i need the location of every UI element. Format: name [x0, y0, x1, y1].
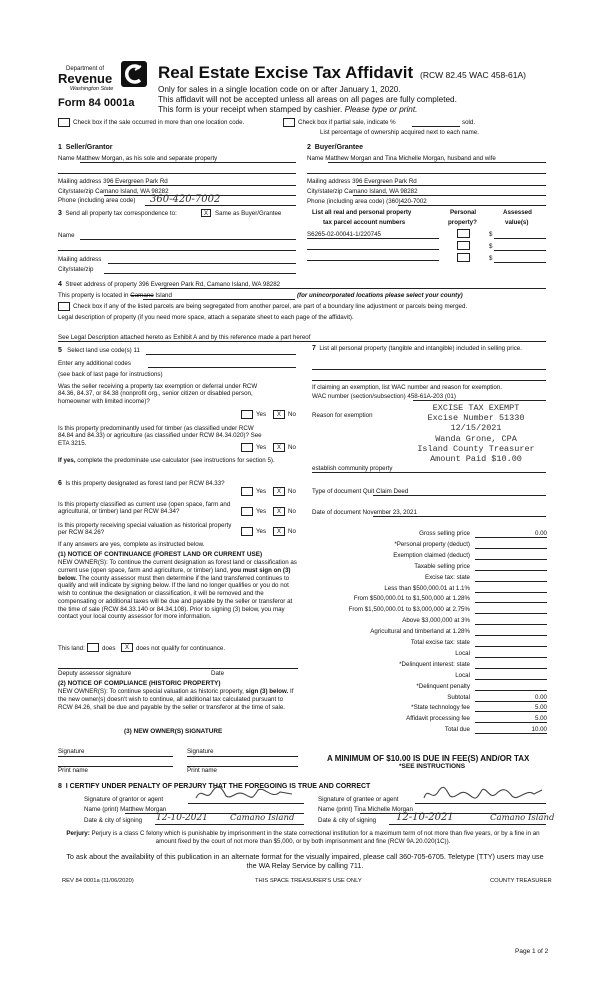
grantor-signature-label: Signature of grantor or agent: [84, 796, 164, 803]
seller-name-value[interactable]: Matthew Morgan, as his sole and separate property: [76, 155, 218, 162]
grantee-name-label: Name (print): [318, 806, 353, 813]
current-use-yes-checkbox[interactable]: [241, 507, 253, 516]
parcel-col1b: tax parcel account numbers: [323, 219, 406, 226]
parcel-2-value-line[interactable]: [494, 250, 546, 251]
calc-row-line: [475, 548, 547, 549]
buyer-mailing-label: Mailing address: [307, 178, 351, 185]
calc-row-label: Affidavit processing fee: [406, 715, 470, 723]
parcel-3-dollar: $: [489, 255, 493, 262]
buyer-heading-num: 2: [307, 144, 311, 151]
calc-row-label: Gross selling price: [419, 530, 470, 537]
exemption-no-checkbox[interactable]: X: [273, 410, 285, 419]
parcel-3-personal-checkbox[interactable]: [457, 253, 470, 262]
info-line2: This affidavit will not be accepted unless all areas on all pages are fully completed.: [158, 95, 457, 104]
treasurer-space-label: THIS SPACE TREASURER'S USE ONLY: [255, 878, 362, 884]
section4-num: 4: [58, 281, 62, 288]
calc-row-line: [475, 602, 547, 603]
grantee-signature-line[interactable]: [415, 803, 546, 804]
if-answers-note: If any answers are yes, complete as instructed below.: [58, 541, 205, 548]
form-title-ref: (RCW 82.45 WAC 458-61A): [420, 70, 526, 80]
section7-label: List all personal property (tangible and intangible) included in selling price.: [319, 345, 522, 352]
seller-mailing-value[interactable]: 396 Evergreen Park Rd: [103, 178, 168, 185]
stamp-line2: Excise Number 51330: [427, 413, 525, 424]
calc-row-label: Total due: [444, 726, 470, 734]
calc-row-line: [475, 570, 547, 571]
section7-num: 7: [312, 345, 316, 352]
calc-row-value[interactable]: 5.00: [534, 715, 547, 723]
new-owner-signature-label: Signature: [58, 748, 85, 755]
additional-codes-label: Enter any additional codes: [58, 360, 131, 367]
parcel-col3b: value(s): [505, 219, 529, 226]
grantor-signature-line[interactable]: [188, 803, 304, 804]
section5-num: 5: [58, 347, 62, 354]
additional-codes-line[interactable]: [148, 367, 296, 368]
notice3-title: (3) NEW OWNER(S) SIGNATURE: [124, 728, 223, 735]
parcel-col2: Personal: [450, 209, 477, 216]
buyer-city-value[interactable]: Camano Island, WA 98282: [344, 188, 418, 195]
calc-row-label: *Delinquent interest: state: [399, 660, 470, 668]
deputy-date-label: Date: [211, 670, 225, 677]
land-use-code[interactable]: 11: [133, 347, 140, 354]
historic-yes-label: Yes: [256, 528, 267, 535]
buyer-city-label: City/state/zip: [307, 188, 343, 195]
seller-heading-num: 1: [58, 144, 62, 151]
notice1-text-a: NEW OWNER(S): To continue the current designation as forest land or classification as current use (open space, farm and agriculture, or timber) land,: [58, 559, 297, 574]
stamp-line4: Wanda Grone, CPA: [435, 433, 517, 444]
historic-yes-checkbox[interactable]: [241, 527, 253, 536]
exemption-yes-checkbox[interactable]: [241, 410, 253, 419]
perjury-text: Perjury is a class C felony which is punishable by imprisonment in the state correctional institution for a maximum term of not more than five years, or by a fine in an amount fixed by the court of not more than $5,000, or by both imprisonment and fine (RCW 9A.20.020(1C)).: [91, 830, 540, 846]
calc-row-line: [475, 657, 547, 658]
multi-location-label: Check box if the sale occurred in more than one location code.: [73, 119, 245, 126]
rev-label: REV 84 0001a (11/06/2020): [62, 878, 134, 884]
forest-no-label: No: [288, 488, 296, 495]
if-yes-note: [58, 457, 288, 464]
section7-line2[interactable]: [312, 380, 546, 381]
new-owner-signature-line[interactable]: [58, 756, 173, 757]
calc-row-line: [475, 668, 547, 669]
grantee-city-value[interactable]: Camano Island: [490, 813, 555, 823]
calc-row-label: Taxable selling price: [414, 562, 470, 570]
calc-row-line: [475, 635, 547, 636]
calc-row-value[interactable]: 5.00: [534, 704, 547, 712]
new-owner-signature-label2: Signature: [187, 748, 214, 755]
doc-type-value[interactable]: Quit Claim Deed: [362, 488, 409, 495]
section4-label: Street address of property: [65, 281, 137, 288]
seller-heading: [58, 144, 112, 152]
seller-phone-line: [145, 205, 296, 206]
calc-row-line: [475, 613, 547, 614]
section4-address-line: [160, 288, 546, 289]
new-owner-signature-line2[interactable]: [187, 756, 298, 757]
buyer-heading-text: Buyer/Grantee: [314, 144, 364, 151]
calc-row-line: [475, 646, 547, 647]
seller-name-line2: [58, 173, 296, 174]
section3-name-line[interactable]: [80, 239, 296, 240]
timber-yes-checkbox[interactable]: [241, 443, 253, 452]
calc-row-value[interactable]: 10.00: [531, 726, 547, 734]
exemption-yes-label: Yes: [256, 411, 267, 418]
seller-phone-label: Phone (including area code): [58, 197, 136, 204]
exempt-stamp: [408, 403, 544, 464]
notice2-text: [58, 688, 298, 711]
form-title: Real Estate Excise Tax Affidavit: [158, 63, 414, 82]
alt-format-note: To ask about the availability of this publication in an alternate format for the visually impaired, please call 360-705-6705. Teletype (TTY) users may use the WA Relay Service by calling 711.: [66, 852, 544, 871]
if-yes-text: complete the predominate use calculator (see instructions for section 5).: [77, 457, 275, 464]
calc-row-label: Exemption claimed (deduct): [393, 551, 470, 559]
grantor-date-line: [155, 824, 304, 825]
grantee-name-value[interactable]: Tina Michelle Morgan: [354, 806, 413, 813]
calc-row-line: [475, 559, 547, 560]
segregated-label: Check box if any of the listed parcels are being segregated from another parcel, are part of a boundary line adjustment or parcels being merged.: [73, 303, 468, 310]
calc-row-label: Local: [455, 671, 470, 679]
buyer-phone-label: Phone (including area code): [307, 198, 385, 205]
dept-revenue: Revenue: [58, 71, 113, 86]
legal-label: Legal description of property (if you need more space, attach a separate sheet to each page of the affidavit).: [58, 314, 354, 321]
calc-row-line: [475, 701, 547, 702]
historic-question: Is this property receiving special valuation as historical property per RCW 84.26?: [58, 522, 232, 537]
new-owner-print-line2[interactable]: [187, 766, 298, 767]
grantee-date-line: [389, 824, 546, 825]
info-line3-italic: Please type or print.: [344, 105, 418, 114]
reason-label: Reason for exemption: [312, 412, 373, 419]
seller-name-label: Name: [58, 155, 75, 162]
buyer-name-line: [328, 162, 546, 163]
notice2-bold: sign (3) below.: [245, 688, 289, 695]
parcel-1-number[interactable]: S6265-02-00041-1/220745: [307, 231, 381, 238]
exemption-no-label: No: [288, 411, 296, 418]
same-as-buyer-label: Same as Buyer/Grantee: [215, 210, 282, 217]
parcel-1-personal-checkbox[interactable]: [457, 229, 470, 238]
county-treasurer-label: COUNTY TREASURER: [490, 878, 552, 884]
grantee-date-label: Date & city of signing: [318, 817, 377, 824]
grantee-date-value[interactable]: 12-10-2021: [396, 812, 454, 823]
forest-no-checkbox[interactable]: X: [273, 487, 285, 496]
doc-date-line: [373, 516, 546, 517]
section3-mailing-label: Mailing address: [58, 256, 102, 263]
parcel-col1: List all real and personal property: [312, 209, 412, 216]
calc-row-line: [475, 624, 547, 625]
buyer-name-value[interactable]: Matthew Morgan and Tina Michelle Morgan, husband and wife: [325, 155, 496, 162]
new-owner-print-label: Print name: [58, 767, 88, 774]
timber-question: Is this property predominantly used for timber (as classified under RCW 84.84 and 84.33) or agriculture (as classified under RCW 84.34.020)? See ETA 3215.: [58, 425, 262, 447]
parcel-2-personal-checkbox[interactable]: [457, 241, 470, 250]
notice2-text-a: NEW OWNER(S): To continue special valuation as historic property,: [58, 688, 246, 695]
stamp-line6: Amount Paid $10.00: [430, 453, 522, 464]
buyer-heading: [307, 144, 363, 152]
reason-value[interactable]: establish community property: [312, 465, 393, 472]
form-number: Form 84 0001a: [58, 97, 135, 109]
doc-date-label: Date of document: [312, 509, 361, 516]
buyer-name-line2: [307, 173, 546, 174]
parcel-col3: Assessed: [503, 209, 532, 216]
calc-row-label: Total excise tax: state: [410, 639, 470, 646]
dor-logo-icon: [121, 61, 147, 87]
reason-line: [312, 472, 546, 473]
calc-row-label: Agricultural and timberland at 1.28%: [370, 628, 470, 636]
section3-name-label: Name: [58, 232, 75, 239]
section7-line1[interactable]: [312, 369, 546, 370]
parcel-1-line: [307, 238, 439, 239]
land-use-line: [146, 354, 296, 355]
buyer-city-line: [353, 195, 546, 196]
same-as-buyer-checkbox[interactable]: X: [201, 209, 211, 217]
calc-row-line: [475, 733, 547, 734]
see-back-note: (see back of last page for instructions): [58, 371, 163, 378]
seller-city-label: City/state/zip: [58, 188, 94, 195]
located-line: [143, 299, 295, 300]
located-value[interactable]: Island: [155, 292, 172, 299]
partial-percent-line[interactable]: [412, 126, 460, 127]
section7-row: [312, 345, 546, 353]
exemption-question: Was the seller receiving a property tax exemption or deferral under RCW 84.36, 84.37, or 84.38 (nonprofit org., senior citizen or disabled person, homeowner with limited income)?: [58, 383, 258, 405]
does-checkbox[interactable]: [87, 643, 99, 652]
buyer-phone-value[interactable]: (360)420-7002: [386, 198, 427, 205]
located-strike: Camano: [130, 292, 154, 299]
doc-type-label: Type of document: [312, 488, 362, 495]
calc-row-value[interactable]: 0.00: [534, 693, 547, 701]
seller-city-value[interactable]: Camano Island, WA 98282: [95, 188, 169, 195]
current-use-question: Is this property classified as current use (open space, farm and agricultural, or timber) land per RCW 84.34?: [58, 501, 231, 516]
buyer-mailing-value[interactable]: 396 Evergreen Park Rd: [352, 178, 417, 185]
wac-value[interactable]: 458-61A-203 (01): [407, 393, 456, 400]
parcel-3-line: [307, 260, 439, 261]
notice2-title: (2) NOTICE OF COMPLIANCE (HISTORIC PROPERTY): [58, 680, 221, 687]
section5-row: [58, 347, 140, 355]
dept-state: Washington State: [70, 86, 114, 92]
buyer-phone-line: [398, 205, 546, 206]
buyer-name-label: Name: [307, 155, 324, 162]
current-use-yes-label: Yes: [256, 508, 267, 515]
see-instructions-note: *SEE INSTRUCTIONS: [399, 763, 466, 770]
forest-question-text: Is this property designated as forest land per RCW 84.33?: [65, 480, 225, 487]
parcel-3-value-line[interactable]: [494, 262, 546, 263]
does-not-label: does not qualify for continuance.: [136, 645, 226, 652]
new-owner-print-line[interactable]: [58, 766, 173, 767]
partial-sale-checkbox[interactable]: [283, 118, 295, 127]
parcel-col2b: property?: [448, 219, 477, 226]
seller-mailing-label: Mailing address: [58, 178, 102, 185]
current-use-no-label: No: [288, 508, 296, 515]
grantor-city-value[interactable]: Camano Island: [230, 813, 295, 823]
notice1-bold: you must sign on (3) below.: [58, 566, 291, 582]
parcel-1-value-line[interactable]: [494, 238, 546, 239]
if-yes-bold: If yes,: [58, 457, 76, 464]
deputy-signature-label: Deputy assessor signature: [58, 670, 132, 677]
timber-yes-label: Yes: [256, 444, 267, 451]
info-line1: Only for sales in a single location code on or after January 1, 2020.: [158, 85, 401, 94]
perjury-bold: Perjury:: [66, 830, 90, 837]
calc-row-label: *State technology fee: [411, 704, 470, 712]
seller-heading-text: Seller/Grantor: [65, 144, 113, 151]
section3-name-line2[interactable]: [58, 250, 296, 251]
section3-label: Send all property tax correspondence to:: [65, 210, 177, 217]
ownership-note: List percentage of ownership acquired next to each name.: [320, 129, 479, 136]
calc-row-line: [475, 690, 547, 691]
grantor-date-label: Date & city of signing: [84, 817, 143, 824]
partial-sold-label: sold.: [462, 119, 476, 126]
wac-label: WAC number (section/subsection): [312, 393, 406, 400]
info-line3: [158, 105, 417, 115]
timber-no-label: No: [288, 444, 296, 451]
legal-value[interactable]: See Legal Description attached hereto as Exhibit A and by this reference made a part hereof: [58, 334, 311, 341]
grantor-name-value[interactable]: Matthew Morgan: [120, 806, 167, 813]
new-owner-print-label2: Print name: [187, 767, 217, 774]
dept-line1: Department of: [66, 66, 105, 72]
does-not-checkbox[interactable]: X: [121, 643, 133, 652]
timber-no-checkbox[interactable]: X: [273, 443, 285, 452]
calc-row-label: Local: [455, 649, 470, 657]
perjury-note: [58, 830, 548, 846]
calc-row-label: *Personal property (deduct): [394, 540, 470, 548]
calc-row-line: [475, 592, 547, 593]
forest-question: [58, 480, 238, 488]
grantor-name-label: Name (print): [84, 806, 119, 813]
wac-line: [413, 400, 546, 401]
calc-row-label: From $500,000.01 to $1,500,000 at 1.28%: [353, 595, 470, 603]
calc-row-line: [475, 722, 547, 723]
parcel-2-line: [307, 249, 439, 250]
doc-type-line: [373, 495, 546, 496]
info-line3-text: This form is your receipt when stamped by cashier.: [158, 105, 343, 114]
notice1-title: (1) NOTICE OF CONTINUANCE (FOREST LAND OR CURRENT USE): [58, 551, 263, 558]
forest-yes-label: Yes: [256, 488, 267, 495]
calc-row-line: [475, 711, 547, 712]
section3-mailing-line[interactable]: [108, 263, 296, 264]
unincorporated-note: (for unincorporated locations please select your county): [297, 292, 463, 299]
seller-phone-value[interactable]: 360-420-7002: [150, 194, 221, 205]
claim-text: If claiming an exemption, list WAC number and reason for exemption.: [312, 384, 502, 391]
grantor-signature-icon: [192, 784, 297, 804]
legal-line: [58, 341, 546, 342]
stamp-line1: EXCISE TAX EXEMPT: [432, 403, 520, 413]
parcel-2-dollar: $: [489, 243, 493, 250]
forest-yes-checkbox[interactable]: [241, 487, 253, 496]
segregated-checkbox[interactable]: [58, 302, 70, 311]
minimum-due-note: A MINIMUM OF $10.00 IS DUE IN FEE(S) AND/OR TAX: [327, 754, 530, 763]
doc-date-value[interactable]: November 23, 2021: [362, 509, 417, 516]
deputy-signature-line[interactable]: [58, 668, 298, 669]
historic-no-checkbox[interactable]: X: [273, 527, 285, 536]
grantee-signature-label: Signature of grantee or agent: [318, 796, 399, 803]
calc-row-value[interactable]: 0.00: [534, 530, 547, 537]
section6-num: 6: [58, 480, 62, 487]
section3-city-label: City/state/zip: [58, 266, 94, 273]
partial-sale-label: Check box if partial sale, indicate %: [298, 119, 396, 126]
section4-address[interactable]: 396 Evergreen Park Rd, Camano Island, WA 98282: [138, 281, 281, 288]
calc-row-label: Subtotal: [447, 693, 470, 701]
calc-row-line: [475, 581, 547, 582]
section3-row: [58, 210, 177, 218]
grantor-date-value[interactable]: 12-10-2021: [156, 813, 208, 823]
section5-label: Select land use code(s): [67, 347, 132, 354]
calc-row-line: [475, 679, 547, 680]
notice1-text-b: The county assessor must then determine if the land transferred continues to qualify and will indicate by signing below. If the land no longer qualifies or you do not wish to continue the designation or classification, it will be removed and the compensating or additional taxes will be due and payable by the seller or transferor at the time of sale (RCW 84.33.140 or 84.34.108). Prior to signing (3) below, you may contact your local county assessor for more information.: [58, 574, 293, 621]
calc-row-label: Excise tax: state: [424, 573, 470, 581]
section3-city-line[interactable]: [104, 273, 296, 274]
historic-no-label: No: [288, 528, 296, 535]
seller-mailing-line: [108, 185, 296, 186]
seller-name-line: [80, 162, 296, 163]
page-number: Page 1 of 2: [515, 948, 549, 955]
calc-row-label: Less than $500,000.01 at 1.1%: [384, 584, 470, 592]
notice2-text-b: If the new owner(s) doesn't wish to continue, all additional tax calculated pursuant to RCW 84.26, shall be due and payable by the seller or transferor at the time of sale.: [58, 688, 294, 711]
stamp-line3: 12/15/2021: [450, 423, 502, 434]
calc-row-label: From $1,500,000.01 to $3,000,000 at 2.75%: [348, 606, 470, 614]
calc-row-line: [475, 537, 547, 538]
section3-num: 3: [58, 210, 62, 217]
calc-row-label: *Delinquent penalty: [416, 682, 470, 690]
located-label: This property is located in: [58, 292, 129, 299]
buyer-mailing-line: [357, 185, 546, 186]
notice1-text: [58, 559, 298, 621]
this-land-label: This land:: [58, 645, 85, 652]
calc-row-label: Above $3,000,000 at 3%: [402, 617, 470, 625]
section8-num: 8: [58, 783, 62, 790]
certify-text: I CERTIFY UNDER PENALTY OF PERJURY THAT THE FOREGOING IS TRUE AND CORRECT: [65, 783, 371, 790]
parcel-1-dollar: $: [489, 231, 493, 238]
does-label: does: [102, 645, 116, 652]
stamp-line5: Island County Treasurer: [417, 443, 535, 454]
current-use-no-checkbox[interactable]: X: [273, 507, 285, 516]
multi-location-checkbox[interactable]: [58, 118, 70, 127]
